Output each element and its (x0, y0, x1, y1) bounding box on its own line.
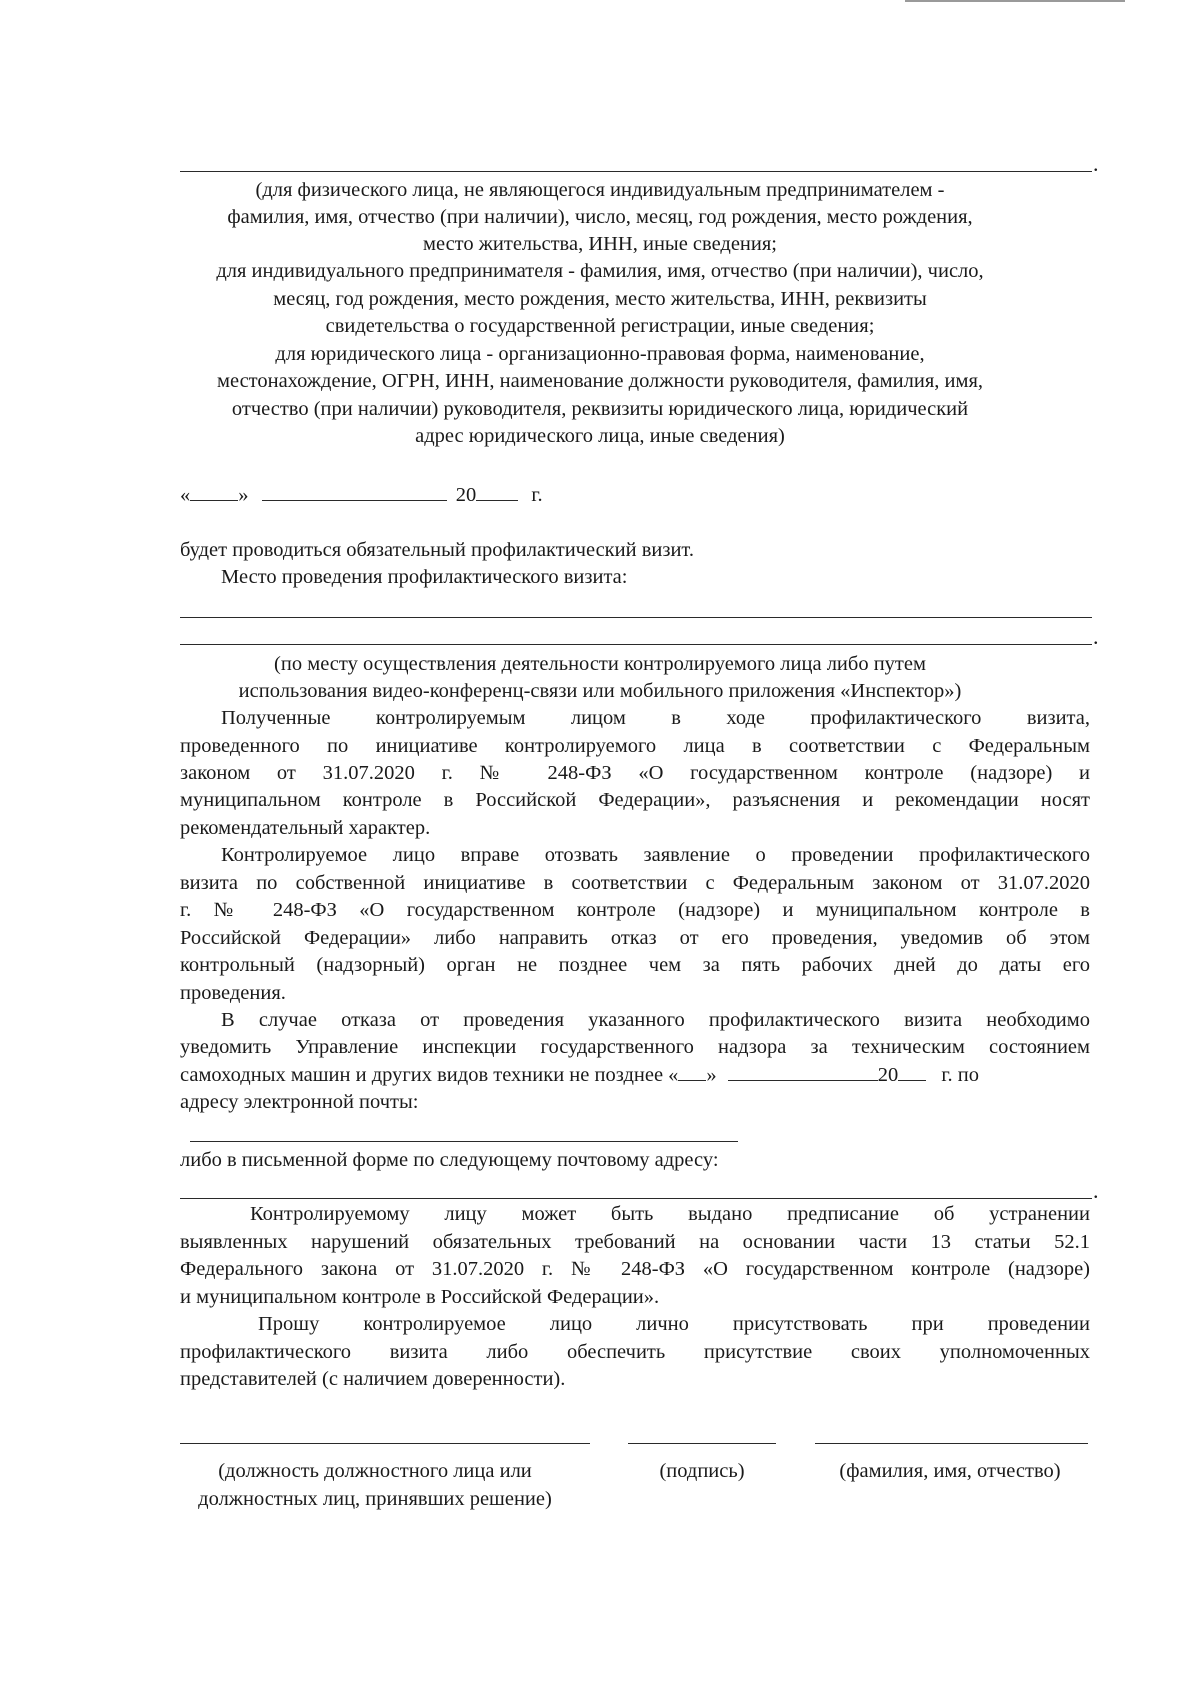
caption-line-8: местонахождение, ОГРН, ИНН, наименование должности руководителя, фамилия, имя, (216, 370, 984, 392)
caption-line-2: фамилия, имя, отчество (при наличии), число, месяц, год рождения, место рождения, (227, 206, 973, 228)
signature-caption: (подпись) (659, 1460, 745, 1482)
paragraph-2-line-1: Контролируемое лицо вправе отозвать заявление о проведении профилактического (221, 844, 1090, 866)
paragraph-1-line-2: проведенного по инициативе контролируемого лица в соответствии с Федеральным (180, 735, 1090, 757)
year-field[interactable] (476, 482, 518, 501)
paragraph-4-line-4: и муниципальном контроле в Российской Федерации». (180, 1286, 660, 1308)
deadline-month-field[interactable] (728, 1062, 878, 1081)
paragraph-1-line-1: Полученные контролируемым лицом в ходе профилактического визита, (221, 707, 1090, 729)
paragraph-3-line-1: В случае отказа от проведения указанного профилактического визита необходимо (221, 1009, 1090, 1031)
date-line (180, 482, 543, 510)
deadline-year-field[interactable] (898, 1062, 926, 1081)
paragraph-2-line-4: Российской Федерации» либо направить отказ от его проведения, уведомив об этом (180, 927, 1090, 949)
paragraph-3-line-3 (180, 1062, 979, 1090)
scan-edge-mark (905, 0, 1125, 2)
paragraph-2-line-2: визита по собственной инициативе в соответствии с Федеральным законом от 31.07.2020 (180, 872, 1090, 894)
postal-address-field[interactable] (180, 1198, 1092, 1199)
paragraph-4-line-1: Контролируемому лицу может быть выдано предписание об устранении (250, 1203, 1090, 1225)
caption-line-4: для индивидуального предпринимателя - фамилия, имя, отчество (при наличии), число, (216, 260, 984, 282)
paragraph-1-line-3: законом от 31.07.2020 г. № 248-ФЗ «О государственном контроле (надзоре) и (180, 762, 1090, 784)
deadline-close-quote: » (706, 1064, 717, 1086)
full-name-line[interactable] (815, 1443, 1088, 1444)
paragraph-5-line-2: профилактического визита либо обеспечить присутствие своих уполномоченных (180, 1341, 1090, 1363)
date-century: 20 (455, 484, 477, 506)
signature-line[interactable] (628, 1443, 776, 1444)
caption-line-1: (для физического лица, не являющегося индивидуальным предпринимателем - (255, 179, 945, 201)
caption-line-7: для юридического лица - организационно-правовая форма, наименование, (275, 343, 925, 365)
deadline-text-start: самоходных машин и других видов техники не позднее « (180, 1064, 679, 1086)
paragraph-2-line-5: контрольный (надзорный) орган не позднее чем за пять рабочих дней до даты его (180, 954, 1090, 976)
recipient-line-period: . (1093, 151, 1099, 176)
paragraph-1-line-5: рекомендательный характер. (180, 817, 431, 839)
paragraph-5-line-3: представителей (с наличием доверенности). (180, 1368, 566, 1390)
caption-line-10: адрес юридического лица, иные сведения) (415, 425, 785, 447)
full-name-caption: (фамилия, имя, отчество) (839, 1460, 1061, 1482)
deadline-day-field[interactable] (678, 1062, 706, 1081)
caption-line-3: место жительства, ИНН, иные сведения; (422, 233, 777, 255)
date-close-quote: » (238, 484, 249, 506)
month-field[interactable] (262, 482, 447, 501)
paragraph-2-line-6: проведения. (180, 982, 286, 1004)
place-caption-line-2: использования видео-конференц-связи или мобильного приложения «Инспектор») (238, 680, 962, 702)
paragraph-4-line-2: выявленных нарушений обязательных требований на основании части 13 статьи 52.1 (180, 1231, 1090, 1253)
deadline-century: 20 (877, 1064, 899, 1086)
visit-statement: будет проводиться обязательный профилактический визит. (180, 539, 694, 561)
postal-line-period: . (1093, 1178, 1099, 1203)
paragraph-5-line-1: Прошу контролируемое лицо лично присутствовать при проведении (258, 1313, 1090, 1335)
place-caption-line-1: (по месту осуществления деятельности контролируемого лица либо путем (274, 653, 926, 675)
place-line-1 (180, 617, 1092, 618)
caption-line-9: отчество (при наличии) руководителя, реквизиты юридического лица, юридический (231, 398, 969, 420)
caption-line-5: месяц, год рождения, место рождения, место жительства, ИНН, реквизиты (273, 288, 927, 310)
date-year-suffix: г. (531, 484, 543, 506)
visit-place-label: Место проведения профилактического визита: (221, 566, 628, 588)
place-line-2 (180, 644, 1092, 645)
paragraph-4-line-3: Федерального закона от 31.07.2020 г. № 248-ФЗ «О государственном контроле (надзоре) (180, 1258, 1090, 1280)
date-open-quote: « (180, 484, 191, 506)
day-field[interactable] (190, 482, 238, 501)
position-caption: (должность должностного лица или должностных лиц, принявших решение) (198, 1460, 552, 1510)
recipient-line (180, 171, 1092, 172)
email-field[interactable] (190, 1141, 738, 1142)
paragraph-1-line-4: муниципальном контроле в Российской Федерации», разъяснения и рекомендации носят (180, 789, 1090, 811)
paragraph-3-line-2: уведомить Управление инспекции государственного надзора за техническим состоянием (180, 1036, 1090, 1058)
caption-line-6: свидетельства о государственной регистрации, иные сведения; (325, 315, 875, 337)
position-signature-line[interactable] (180, 1443, 590, 1444)
paragraph-3-line-4: адресу электронной почты: (180, 1091, 419, 1113)
postal-address-label: либо в письменной форме по следующему почтовому адресу: (180, 1149, 719, 1171)
deadline-text-end: г. по (941, 1064, 979, 1086)
place-line-period: . (1093, 624, 1099, 649)
paragraph-2-line-3: г. № 248-ФЗ «О государственном контроле (надзоре) и муниципальном контроле в (180, 899, 1090, 921)
